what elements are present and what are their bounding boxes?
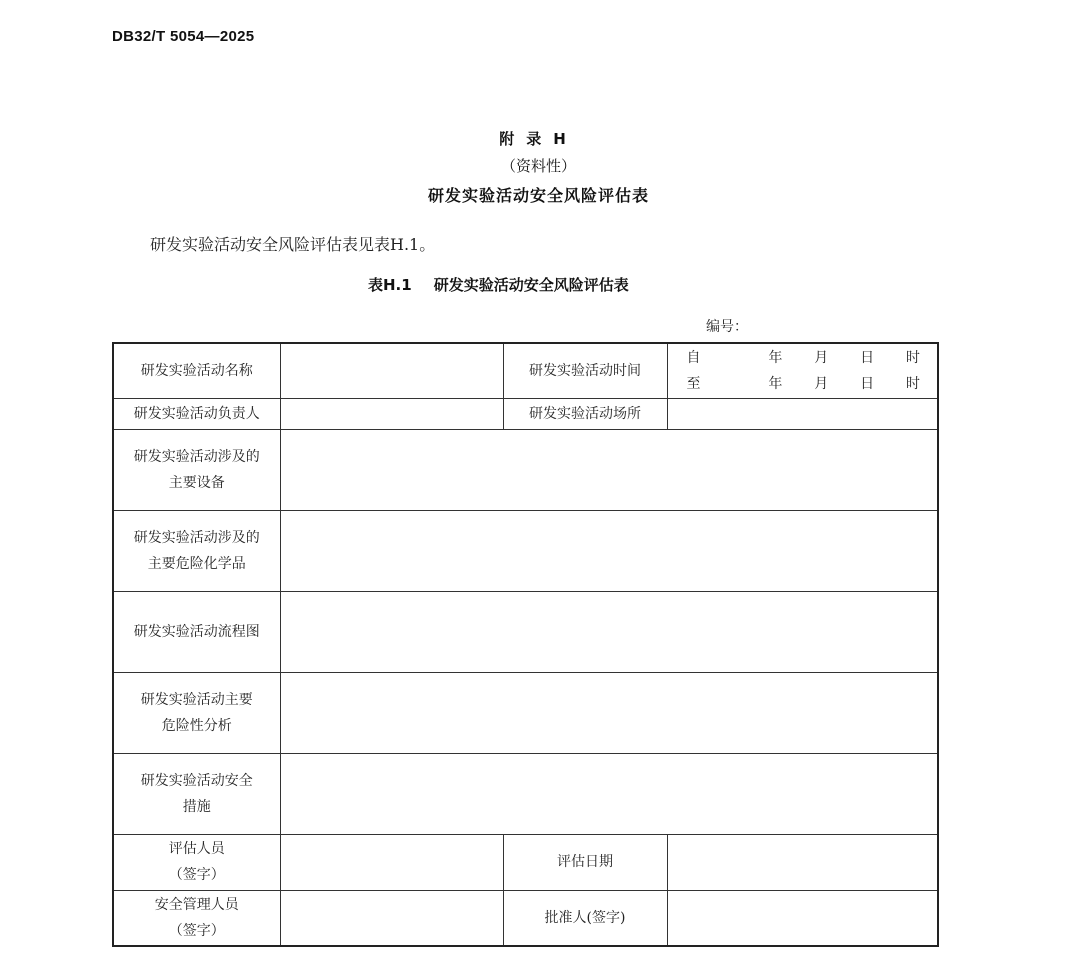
equipment-label bbox=[113, 429, 280, 510]
table-caption-title: 研发实验活动安全风险评估表 bbox=[433, 276, 629, 294]
time-to-year: 年 bbox=[768, 375, 783, 392]
safety-manager-label bbox=[113, 890, 280, 946]
equipment-label-line2: 主要设备 bbox=[168, 474, 225, 491]
time-from-month: 月 bbox=[814, 349, 829, 366]
hazard-analysis-label-line1: 研发实验活动主要 bbox=[140, 691, 253, 708]
flowchart-label: 研发实验活动流程图 bbox=[113, 591, 280, 672]
activity-name-field[interactable] bbox=[280, 343, 503, 398]
assessor-signature-field[interactable] bbox=[280, 834, 503, 890]
assessment-date-field[interactable] bbox=[667, 834, 938, 890]
time-from-day: 日 bbox=[860, 349, 875, 366]
chemicals-label-line2: 主要危险化学品 bbox=[147, 555, 246, 572]
intro-paragraph: 研发实验活动安全风险评估表见表H.1。 bbox=[150, 235, 436, 254]
safety-measures-label-line2: 措施 bbox=[182, 798, 211, 815]
safety-manager-label-line1: 安全管理人员 bbox=[154, 896, 239, 913]
table-caption bbox=[368, 274, 629, 295]
equipment-field[interactable] bbox=[280, 429, 938, 510]
assessment-date-label: 评估日期 bbox=[503, 834, 667, 890]
hazard-analysis-label bbox=[113, 672, 280, 753]
risk-assessment-form bbox=[112, 342, 939, 947]
approver-signature-field[interactable] bbox=[667, 890, 938, 946]
time-to-day: 日 bbox=[860, 375, 875, 392]
time-to-prefix: 至 bbox=[686, 375, 701, 392]
assessor-label bbox=[113, 834, 280, 890]
hazard-analysis-label-line2: 危险性分析 bbox=[161, 717, 232, 734]
time-to-month: 月 bbox=[814, 375, 829, 392]
assessor-label-line1: 评估人员 bbox=[168, 841, 225, 857]
hazard-analysis-field[interactable] bbox=[280, 672, 938, 753]
responsible-person-field[interactable] bbox=[280, 398, 503, 429]
safety-manager-label-line2: （签字） bbox=[168, 922, 225, 939]
time-from-prefix: 自 bbox=[686, 349, 701, 366]
equipment-label-line1: 研发实验活动涉及的 bbox=[133, 448, 260, 465]
time-from-hour: 时 bbox=[906, 349, 920, 366]
approver-label: 批准人(签字) bbox=[503, 890, 667, 946]
safety-measures-label-line1: 研发实验活动安全 bbox=[140, 772, 253, 789]
time-to-row bbox=[684, 371, 924, 397]
time-to-hour: 时 bbox=[906, 375, 920, 392]
activity-site-label: 研发实验活动场所 bbox=[503, 398, 667, 429]
activity-time-label: 研发实验活动时间 bbox=[503, 343, 667, 398]
appendix-title: 附录H bbox=[499, 130, 578, 148]
safety-measures-field[interactable] bbox=[280, 753, 938, 834]
time-from-row bbox=[684, 345, 924, 371]
chemicals-field[interactable] bbox=[280, 510, 938, 591]
activity-name-label: 研发实验活动名称 bbox=[113, 343, 280, 398]
table-caption-number: 表H.1 bbox=[368, 276, 412, 294]
standard-code: DB32/T 5054—2025 bbox=[112, 28, 255, 45]
activity-time-field[interactable] bbox=[667, 343, 938, 398]
serial-number-label: 编号： bbox=[706, 319, 748, 335]
activity-site-field[interactable] bbox=[667, 398, 938, 429]
chemicals-label-line1: 研发实验活动涉及的 bbox=[133, 529, 260, 546]
flowchart-field[interactable] bbox=[280, 591, 938, 672]
assessor-label-line2: （签字） bbox=[168, 867, 225, 883]
chemicals-label bbox=[113, 510, 280, 591]
time-from-year: 年 bbox=[768, 349, 783, 366]
appendix-name: 研发实验活动安全风险评估表 bbox=[427, 186, 649, 205]
safety-measures-label bbox=[113, 753, 280, 834]
responsible-person-label: 研发实验活动负责人 bbox=[113, 398, 280, 429]
appendix-nature: （资料性） bbox=[500, 157, 576, 175]
safety-manager-signature-field[interactable] bbox=[280, 890, 503, 946]
